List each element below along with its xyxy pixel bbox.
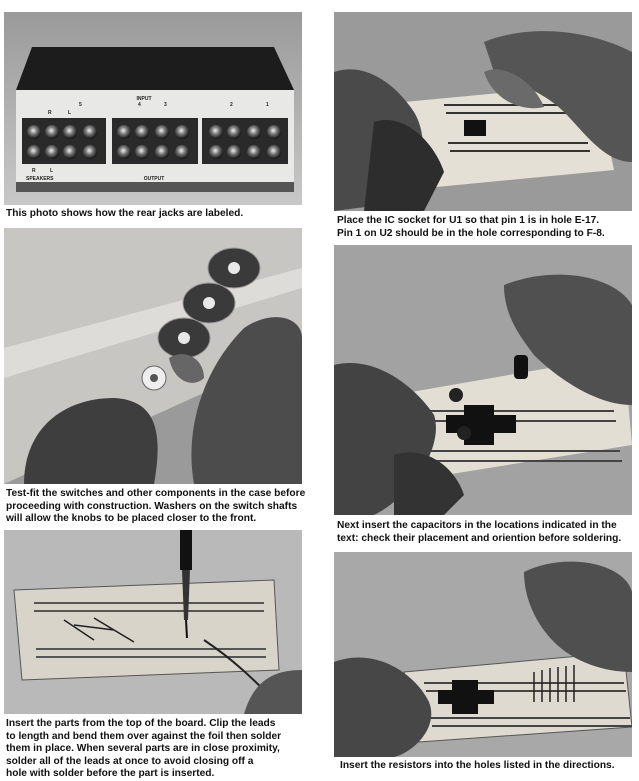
speakers-label: SPEAKERS [26, 176, 54, 182]
caption-soldering: Insert the parts from the top of the board. Clip the leads to length and bend them over against the foil then solder them in place. When several parts are in close proximity, solder all of the leads at once to avoid closing off a hole with solder before the part is inserted. [6, 718, 282, 780]
capacitors-illustration [334, 245, 632, 515]
photo-test-fit-switches [4, 228, 302, 484]
speakers-r-label: R [32, 168, 36, 174]
caption-test-fit: Test-fit the switches and other components in the case before proceeding with construction. Washers on the switch shafts will allow the knobs to be placed closer to the front. [6, 488, 306, 525]
photo-capacitors [334, 245, 632, 515]
caption-rear-jacks: This photo shows how the rear jacks are labeled. [6, 208, 244, 219]
photo-rear-jacks [4, 12, 302, 205]
output-label: OUTPUT [143, 176, 165, 182]
photo-soldering [4, 530, 302, 714]
caption-resistors: Insert the resistors into the holes listed in the directions. [340, 760, 615, 771]
jack-number-5: 5 [79, 102, 82, 108]
jack-r-label: R [48, 110, 52, 116]
speakers-l-label: L [50, 168, 54, 174]
jack-number-1: 1 [266, 102, 269, 108]
soldering-illustration [4, 530, 302, 714]
test-fit-illustration [4, 228, 302, 484]
caption-ic-socket: Place the IC socket for U1 so that pin 1 is in hole E-17. Pin 1 on U2 should be in the hole corresponding to F-8. [337, 215, 605, 239]
photo-ic-socket [334, 12, 632, 211]
jack-number-4: 4 [138, 102, 141, 108]
caption-capacitors: Next insert the capacitors in the locations indicated in the text: check their placement and oriention before soldering. [337, 520, 622, 544]
jack-l-label: L [68, 110, 72, 116]
ic-socket-illustration [334, 12, 632, 211]
jack-number-3: 3 [164, 102, 167, 108]
rear-jacks-illustration [4, 12, 302, 205]
input-label: INPUT [136, 96, 152, 102]
jack-number-2: 2 [230, 102, 233, 108]
resistors-illustration [334, 552, 632, 757]
photo-resistors [334, 552, 632, 757]
